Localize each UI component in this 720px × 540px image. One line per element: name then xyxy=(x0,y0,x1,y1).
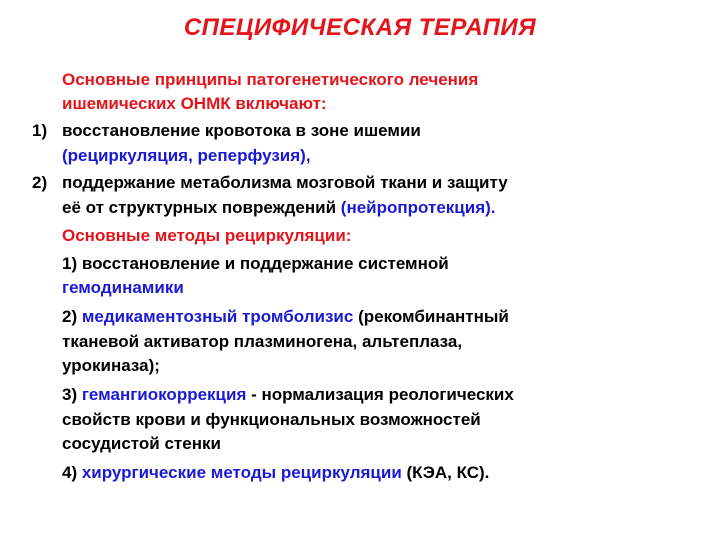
method-2-line-2: тканевой активатор плазминогена, альтеплаза, xyxy=(62,332,463,351)
method-2-rest: (рекомбинантный xyxy=(353,307,509,326)
method-3-line-1 xyxy=(62,385,514,405)
method-2-line-1 xyxy=(62,307,509,327)
method-3-term: гемангиокоррекция xyxy=(81,385,247,404)
intro-line-1: Основные принципы патогенетического лечения xyxy=(62,70,479,89)
item-2-line-2-text: её от структурных повреждений xyxy=(62,198,341,217)
intro-line-2: ишемических ОНМК включают: xyxy=(62,94,327,113)
method-3-line-2: свойств крови и функциональных возможностей xyxy=(62,410,481,429)
method-4-prefix: 4) xyxy=(62,463,82,482)
method-3-line-3: сосудистой стенки xyxy=(62,434,221,453)
item-1-line-2: (рециркуляция, реперфузия), xyxy=(62,146,311,165)
item-2-line-1: поддержание метаболизма мозговой ткани и защиту xyxy=(62,173,508,192)
method-4-rest: (КЭА, КС). xyxy=(401,463,490,482)
item-2-line-2 xyxy=(62,198,496,218)
method-2-term: медикаментозный тромболизис xyxy=(81,307,354,326)
slide-title: СПЕЦИФИЧЕСКАЯ ТЕРАПИЯ xyxy=(183,14,537,41)
item-1-line-1: восстановление кровотока в зоне ишемии xyxy=(62,121,421,140)
neuroprotection-term: (нейропротекция). xyxy=(340,198,496,217)
method-2-line-3: урокиназа); xyxy=(62,356,160,375)
method-1-line-1: 1) восстановление и поддержание системной xyxy=(62,254,449,273)
item-2-number: 2) xyxy=(32,173,48,192)
method-4-term: хирургические методы рециркуляции xyxy=(81,463,402,482)
methods-heading: Основные методы рециркуляции: xyxy=(62,226,352,245)
method-1-line-2: гемодинамики xyxy=(62,278,184,297)
method-2-prefix: 2) xyxy=(62,307,82,326)
method-3-prefix: 3) xyxy=(62,385,82,404)
method-4-line-1 xyxy=(62,463,489,483)
method-3-rest: - нормализация реологических xyxy=(246,385,514,404)
item-1-number: 1) xyxy=(32,121,48,140)
